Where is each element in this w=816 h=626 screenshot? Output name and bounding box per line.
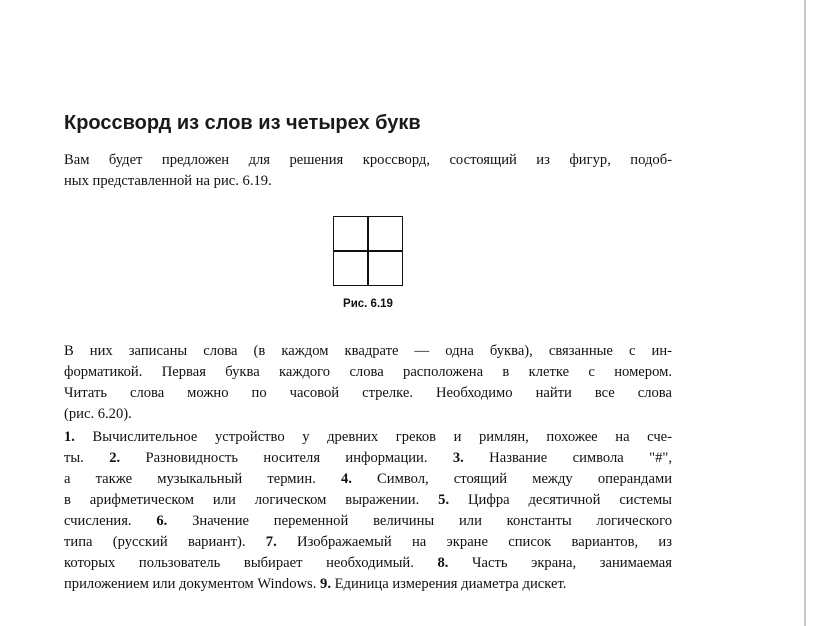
clue-number: 2. [109,450,121,466]
clue-number: 8. [437,555,449,571]
clue-text: приложением или документом Windows. [64,576,321,592]
clues-paragraph [64,427,672,595]
clue-number: 5. [438,492,450,508]
text-line: форматикой. Первая буква каждого слова расположена в клетке с номером. [64,364,672,380]
text-line: ных представленной на рис. 6.19. [64,173,272,189]
clue-number: 3. [452,450,464,466]
clue-number: 7. [265,534,277,550]
intro-paragraph [64,150,672,192]
page-edge-divider [804,0,806,626]
clue-text: Вычислительное устройство у древних греков и римлян, похожее на сче- [74,429,672,445]
text-line: В них записаны слова (в каждом квадрате — одна буква), связанные с ин- [64,343,672,359]
clue-line [64,490,672,511]
clue-text: Единица измерения диаметра дискет. [330,576,567,592]
clue-line [64,574,672,595]
clue-text: Значение переменной величины или константы логического [167,513,673,529]
clue-text: ты. [64,450,110,466]
clue-line [64,469,672,490]
clue-text: Часть экрана, занимаемая [448,555,672,571]
clue-line [64,448,672,469]
text-line: Вам будет предложен для решения кроссворд, состоящий из фигур, подоб- [64,152,672,168]
clue-number: 9. [320,576,331,592]
clue-line [64,553,672,574]
clue-text: в арифметическом или логическом выражении. [64,492,439,508]
clue-text: Название символа "#", [463,450,672,466]
crossword-figure [333,216,403,286]
text-line: (рис. 6.20). [64,406,132,422]
text-line: Читать слова можно по часовой стрелке. Необходимо найти все слова [64,385,672,401]
clue-line [64,532,672,553]
body-paragraph [64,341,672,425]
clue-line [64,511,672,532]
clue-text: счисления. [64,513,157,529]
clue-number: 6. [156,513,168,529]
clue-number: 1. [64,429,75,445]
clue-number: 4. [340,471,352,487]
clue-text: которых пользователь выбирает необходимый. [64,555,438,571]
clue-text: Изображаемый на экране список вариантов, из [276,534,672,550]
clue-text: типа (русский вариант). [64,534,266,550]
clue-line [64,427,672,448]
clue-text: а также музыкальный термин. [64,471,341,487]
clue-text: Символ, стоящий между операндами [351,471,672,487]
section-heading: Кроссворд из слов из четырех букв [64,112,421,134]
clue-text: Разновидность носителя информации. [120,450,453,466]
figure-caption: Рис. 6.19 [343,298,393,310]
grid-horizontal-line [334,250,402,252]
clue-text: Цифра десятичной системы [449,492,672,508]
